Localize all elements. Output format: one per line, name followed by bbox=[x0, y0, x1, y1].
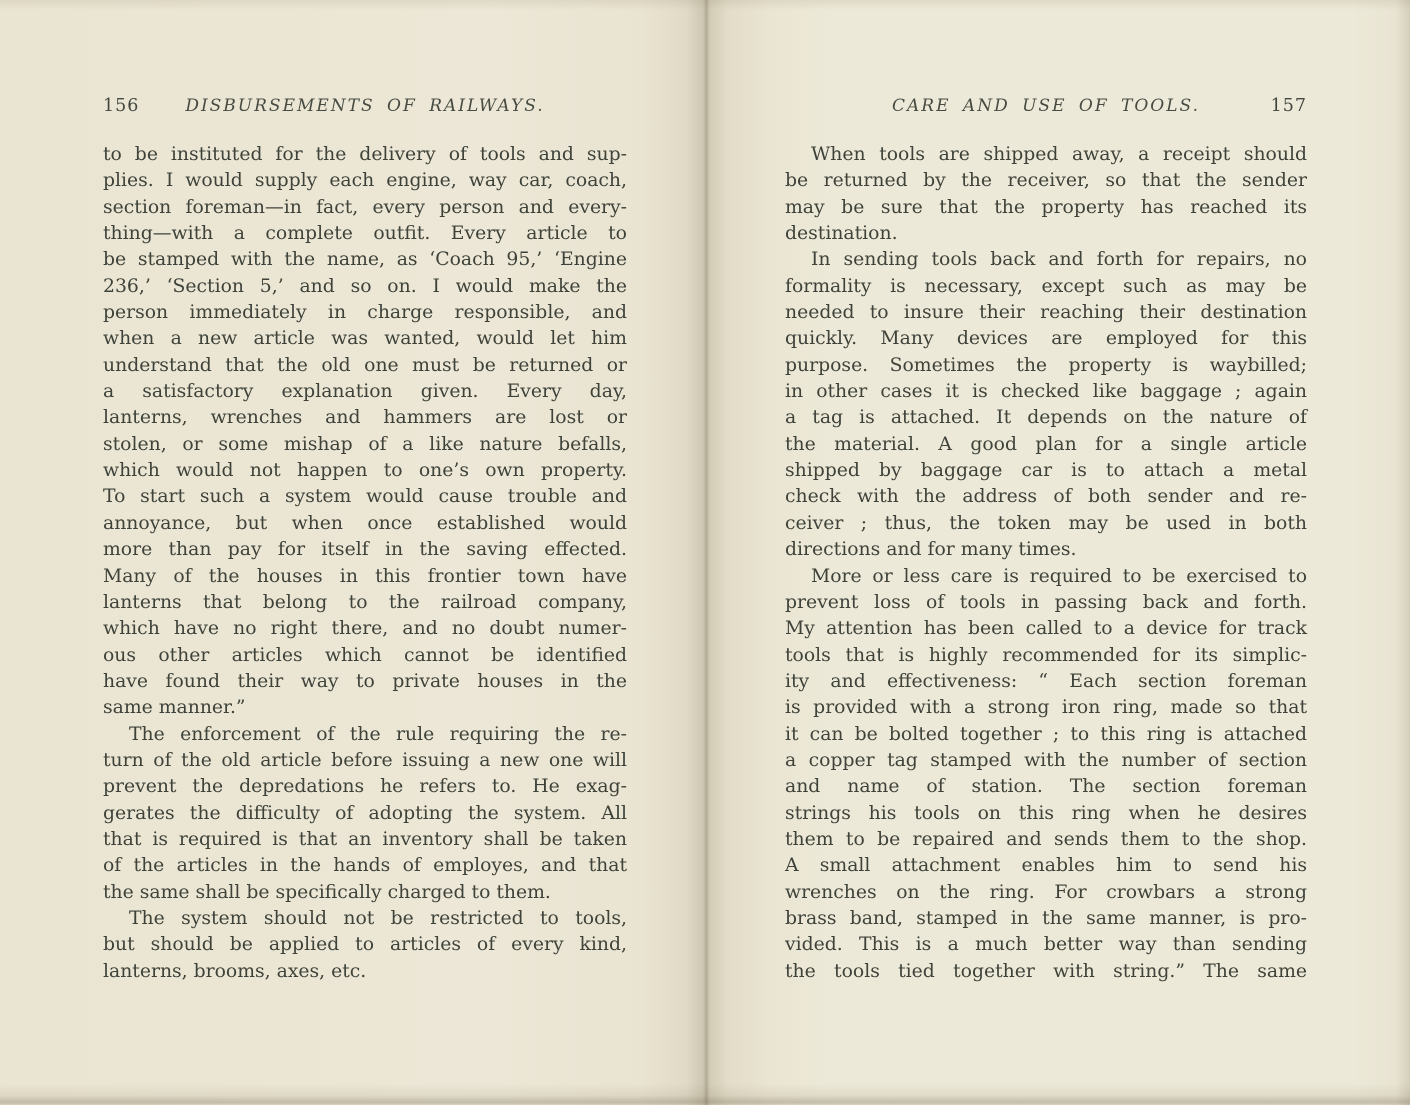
text-line: be returned by the receiver, so that the sender bbox=[785, 170, 1307, 192]
text-line: quickly. Many devices are employed for this bbox=[785, 328, 1307, 350]
running-head-left bbox=[0, 96, 705, 122]
text-line: person immediately in charge responsible, and bbox=[103, 302, 627, 324]
text-line: be stamped with the name, as ‘Coach 95,’ ‘Engine bbox=[103, 249, 627, 271]
text-line: prevent the depredations he refers to. He exag- bbox=[103, 776, 627, 798]
text-line: stolen, or some mishap of a like nature befalls, bbox=[103, 433, 627, 455]
text-line: The system should not be restricted to tools, bbox=[129, 907, 627, 929]
text-line: annoyance, but when once established would bbox=[103, 512, 627, 534]
text-line: understand that the old one must be returned or bbox=[103, 354, 627, 376]
page-number-left: 156 bbox=[103, 96, 140, 116]
text-line: which would not happen to one’s own property. bbox=[103, 460, 627, 482]
running-title-left: DISBURSEMENTS OF RAILWAYS. bbox=[185, 96, 545, 116]
text-line: of the articles in the hands of employes, and that bbox=[103, 855, 627, 877]
text-line: In sending tools back and forth for repairs, no bbox=[811, 249, 1307, 271]
page-number-right: 157 bbox=[1270, 96, 1307, 116]
text-line: lanterns, brooms, axes, etc. bbox=[103, 960, 367, 982]
text-line: strings his tools on this ring when he desires bbox=[785, 802, 1307, 824]
text-line: ceiver ; thus, the token may be used in both bbox=[785, 512, 1307, 534]
text-line: A small attachment enables him to send his bbox=[785, 855, 1307, 877]
text-line: needed to insure their reaching their destination bbox=[785, 302, 1307, 324]
text-line: more than pay for itself in the saving effected. bbox=[103, 539, 627, 561]
text-line: To start such a system would cause trouble and bbox=[103, 486, 627, 508]
text-line: to be instituted for the delivery of tools and sup- bbox=[103, 144, 627, 165]
text-line: thing—with a complete outfit. Every article to bbox=[103, 223, 627, 245]
text-line: 236,’ ‘Section 5,’ and so on. I would make the bbox=[103, 275, 627, 297]
text-line: ous other articles which cannot be identified bbox=[103, 644, 627, 666]
text-line: section foreman—in fact, every person and every- bbox=[103, 196, 627, 218]
text-block-left bbox=[103, 142, 627, 985]
text-line: the material. A good plan for a single article bbox=[785, 433, 1307, 455]
text-line: prevent loss of tools in passing back and forth. bbox=[785, 591, 1307, 613]
text-line: brass band, stamped in the same manner, is pro- bbox=[785, 907, 1307, 929]
text-line: and name of station. The section foreman bbox=[785, 776, 1307, 798]
text-line: when a new article was wanted, would let him bbox=[103, 328, 627, 350]
text-line: which have no right there, and no doubt numer- bbox=[103, 618, 627, 640]
text-block-right bbox=[785, 142, 1307, 985]
text-line: When tools are shipped away, a receipt should bbox=[811, 144, 1307, 165]
text-line: have found their way to private houses in the bbox=[103, 670, 627, 692]
text-line: destination. bbox=[785, 223, 898, 245]
text-line: a tag is attached. It depends on the nature of bbox=[785, 407, 1307, 429]
text-line: vided. This is a much better way than sending bbox=[785, 934, 1307, 956]
text-line: that is required is that an inventory shall be taken bbox=[103, 828, 627, 850]
text-line: a copper tag stamped with the number of section bbox=[785, 749, 1307, 771]
text-line: it can be bolted together ; to this ring is attached bbox=[785, 723, 1307, 745]
text-line: same manner.” bbox=[103, 697, 246, 719]
text-line: plies. I would supply each engine, way car, coach, bbox=[103, 170, 627, 192]
text-line: directions and for many times. bbox=[785, 539, 1077, 561]
text-line: check with the address of both sender and re- bbox=[785, 486, 1307, 508]
text-line: purpose. Sometimes the property is waybilled; bbox=[785, 354, 1307, 376]
text-line: the tools tied together with string.” The same bbox=[785, 960, 1307, 982]
text-line: shipped by baggage car is to attach a metal bbox=[785, 460, 1307, 482]
text-line: may be sure that the property has reached its bbox=[785, 196, 1307, 218]
text-line: tools that is highly recommended for its simplic- bbox=[785, 644, 1307, 666]
text-line: Many of the houses in this frontier town have bbox=[103, 565, 627, 587]
text-line: is provided with a strong iron ring, made so that bbox=[785, 697, 1307, 719]
text-line: gerates the difficulty of adopting the system. All bbox=[103, 802, 627, 824]
running-head-right bbox=[705, 96, 1410, 122]
text-line: them to be repaired and sends them to the shop. bbox=[785, 828, 1307, 850]
text-line: The enforcement of the rule requiring the re- bbox=[129, 723, 627, 745]
text-line: but should be applied to articles of every kind, bbox=[103, 934, 627, 956]
text-line: My attention has been called to a device for track bbox=[785, 618, 1307, 640]
text-line: lanterns that belong to the railroad company, bbox=[103, 591, 627, 613]
page-right bbox=[705, 0, 1410, 1105]
text-line: formality is necessary, except such as may be bbox=[785, 275, 1307, 297]
text-line: turn of the old article before issuing a new one will bbox=[103, 749, 627, 771]
text-line: wrenches on the ring. For crowbars a strong bbox=[785, 881, 1307, 903]
text-line: lanterns, wrenches and hammers are lost or bbox=[103, 407, 627, 429]
text-line: the same shall be specifically charged to them. bbox=[103, 881, 551, 903]
text-line: in other cases it is checked like baggage ; again bbox=[785, 381, 1307, 403]
running-title-right: CARE AND USE OF TOOLS. bbox=[892, 96, 1200, 116]
text-line: ity and effectiveness: “ Each section foreman bbox=[785, 670, 1307, 692]
text-line: More or less care is required to be exercised to bbox=[811, 565, 1307, 587]
text-line: a satisfactory explanation given. Every day, bbox=[103, 381, 627, 403]
